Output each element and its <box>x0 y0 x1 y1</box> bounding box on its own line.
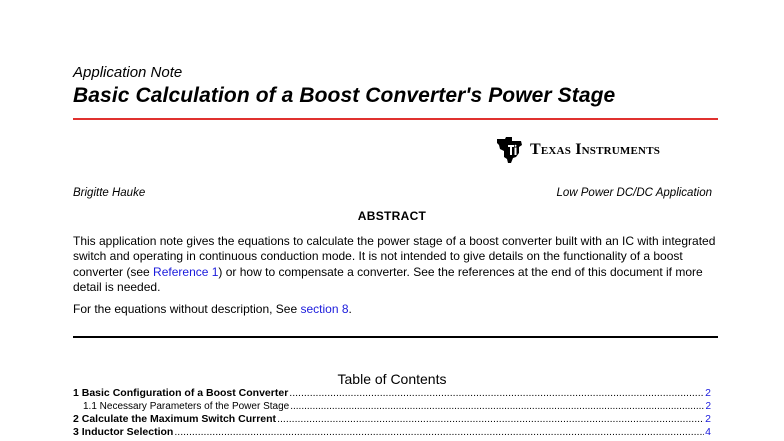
toc-leader <box>174 426 704 439</box>
toc-entry[interactable] <box>73 387 711 400</box>
toc-page-link[interactable]: 4 <box>705 426 711 438</box>
abstract-heading: ABSTRACT <box>357 209 427 223</box>
document-type: Application Note <box>73 64 183 81</box>
toc-entry[interactable] <box>73 426 711 439</box>
toc-heading: Table of Contents <box>337 371 447 387</box>
page-title: Basic Calculation of a Boost Converter's Power Stage <box>73 84 616 107</box>
equations-note-text: For the equations without description, See <box>73 302 301 316</box>
toc-entry-label: 3 Inductor Selection <box>73 426 174 438</box>
abstract-text-end: ) or how to compensate a converter. See the references at the end of this document if more detail is needed. <box>73 264 703 294</box>
toc-entry-label: 1 Basic Configuration of a Boost Converter <box>73 387 289 399</box>
reference-1-link[interactable]: Reference 1 <box>153 264 219 279</box>
author-group: Low Power DC/DC Application <box>556 187 712 199</box>
texas-instruments-logo-icon <box>494 135 524 165</box>
company-logo <box>494 135 660 165</box>
toc-leader <box>289 387 704 400</box>
section-divider <box>73 336 718 338</box>
equations-note-period: . <box>348 302 352 316</box>
equations-note <box>73 302 352 316</box>
company-wordmark: Texas Instruments <box>530 141 661 158</box>
section-8-link[interactable]: section 8 <box>300 302 349 316</box>
toc-entry-label: 1.1 Necessary Parameters of the Power Stage <box>83 401 290 412</box>
toc-page-link[interactable]: 2 <box>705 387 711 399</box>
abstract-paragraph <box>73 234 721 295</box>
toc-page-link[interactable]: 2 <box>705 413 711 425</box>
abstract-text-start: This application note gives the equations to calculate the power stage of a boost converter built with an IC with integrated switch and operating in continuous conduction mode. It is not intended to give details on the functionality of a boost converter (see <box>73 234 716 279</box>
toc-page-link[interactable]: 2 <box>705 401 711 412</box>
toc-entry-label: 2 Calculate the Maximum Switch Current <box>73 413 277 425</box>
author-name: Brigitte Hauke <box>73 187 146 199</box>
toc-leader <box>290 400 704 413</box>
toc-entry[interactable] <box>73 413 711 426</box>
table-of-contents <box>73 387 711 439</box>
toc-leader <box>277 413 704 426</box>
toc-entry[interactable] <box>73 400 711 413</box>
title-divider <box>73 118 718 120</box>
